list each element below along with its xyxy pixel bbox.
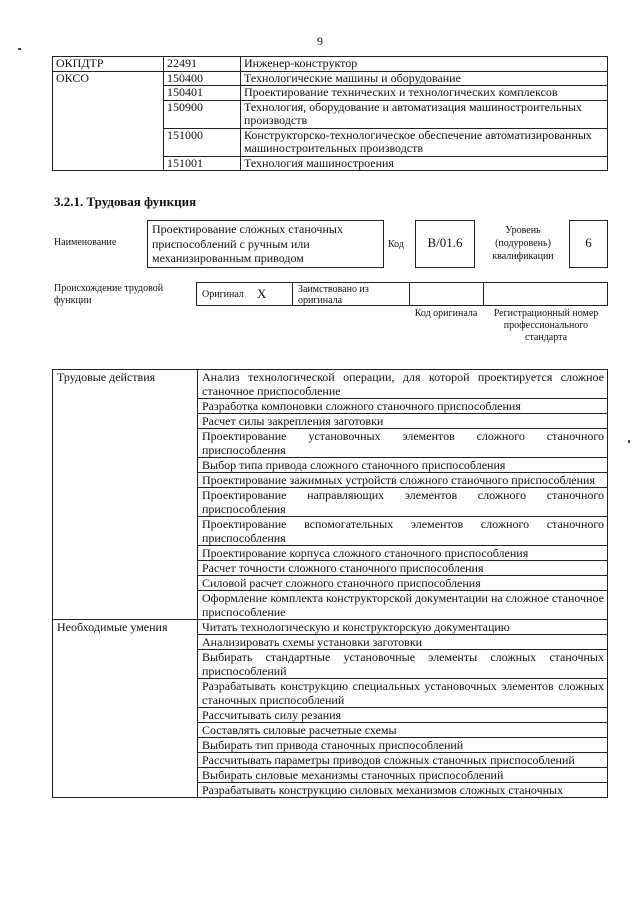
requirement-item: Читать технологическую и конструкторскую документацию xyxy=(198,620,608,635)
title-cell: Технология, оборудование и автоматизация машиностроительных производств xyxy=(241,100,608,128)
requirement-item: Расчет точности сложного станочного приспособления xyxy=(198,561,608,576)
table-row xyxy=(53,620,608,635)
title-cell: Проектирование технических и технологических комплексов xyxy=(241,86,608,101)
requirement-item: Рассчитывать параметры приводов сложных станочных приспособлений xyxy=(198,753,608,768)
table-row xyxy=(53,71,608,86)
codes-table xyxy=(52,56,608,171)
code-cell: 150401 xyxy=(164,86,241,101)
title-cell: Инженер-конструктор xyxy=(241,57,608,72)
divider xyxy=(483,283,484,305)
page-number: 9 xyxy=(317,34,323,48)
origin-box xyxy=(196,282,608,306)
requirement-item: Выбор типа привода сложного станочного приспособления xyxy=(198,458,608,473)
classifier-cell: ОКСО xyxy=(53,71,164,171)
requirement-item: Выбирать тип привода станочных приспособлений xyxy=(198,738,608,753)
divider xyxy=(409,283,410,305)
level-label: Уровень (подуровень) квалификации xyxy=(492,225,554,262)
requirement-item: Силовой расчет сложного станочного приспособления xyxy=(198,576,608,591)
table-row xyxy=(53,57,608,72)
code-original-caption: Код оригинала xyxy=(414,308,478,319)
registration-number-caption: Регистрационный номер профессионального стандарта xyxy=(493,308,599,343)
title-cell: Технология машиностроения xyxy=(241,156,608,171)
divider xyxy=(292,283,293,305)
level-value-box: 6 xyxy=(569,220,608,268)
requirement-item: Разрабатывать конструкцию специальных установочных элементов сложных станочных приспособлений xyxy=(198,679,608,708)
table-row xyxy=(53,370,608,399)
name-label: Наименование xyxy=(54,237,117,248)
requirement-item: Проектирование зажимных устройств сложного станочного приспособления xyxy=(198,473,608,488)
title-cell: Технологические машины и оборудование xyxy=(241,71,608,86)
requirement-item: Проектирование установочных элементов сложного станочного приспособления xyxy=(198,429,608,458)
requirement-category: Трудовые действия xyxy=(53,370,198,620)
requirement-category: Необходимые умения xyxy=(53,620,198,798)
requirement-item: Анализировать схемы установки заготовки xyxy=(198,635,608,650)
section-heading: 3.2.1. Трудовая функция xyxy=(54,194,197,209)
code-cell: 151001 xyxy=(164,156,241,171)
requirement-item: Выбирать стандартные установочные элементы сложных станочных приспособлений xyxy=(198,650,608,679)
code-label: Код xyxy=(388,239,404,250)
requirement-item: Разработка компоновки сложного станочного приспособления xyxy=(198,399,608,414)
requirement-item: Расчет силы закрепления заготовки xyxy=(198,414,608,429)
requirement-item: Анализ технологической операции, для которой проектируется сложное станочное приспособление xyxy=(198,370,608,399)
requirement-item: Проектирование корпуса сложного станочного приспособления xyxy=(198,546,608,561)
code-cell: 150400 xyxy=(164,71,241,86)
requirement-item: Рассчитывать силу резания xyxy=(198,708,608,723)
function-code-box: B/01.6 xyxy=(415,220,475,268)
code-cell: 150900 xyxy=(164,100,241,128)
requirement-item: Проектирование направляющих элементов сложного станочного приспособления xyxy=(198,488,608,517)
origin-label: Происхождение трудовой функции xyxy=(54,283,164,306)
classifier-cell: ОКПДТР xyxy=(53,57,164,72)
requirements-table xyxy=(52,369,608,798)
scan-mark xyxy=(628,440,630,443)
requirement-item: Оформление комплекта конструкторской документации на сложное станочное приспособление xyxy=(198,591,608,620)
requirement-item: Выбирать силовые механизмы станочных приспособлений xyxy=(198,768,608,783)
code-cell: 151000 xyxy=(164,128,241,156)
original-mark: Х xyxy=(257,286,267,301)
requirement-item: Составлять силовые расчетные схемы xyxy=(198,723,608,738)
requirement-item: Проектирование вспомогательных элементов сложного станочного приспособления xyxy=(198,517,608,546)
title-cell: Конструкторско-технологическое обеспечение автоматизированных машиностроительных производств xyxy=(241,128,608,156)
function-name-box: Проектирование сложных станочных приспособлений с ручным или механизированным приводом xyxy=(147,220,384,268)
code-cell: 22491 xyxy=(164,57,241,72)
requirement-item: Разрабатывать конструкцию силовых механизмов сложных станочных xyxy=(198,783,608,798)
original-label: Оригинал xyxy=(202,289,244,300)
borrowed-label: Заимствовано из оригинала xyxy=(298,284,369,306)
